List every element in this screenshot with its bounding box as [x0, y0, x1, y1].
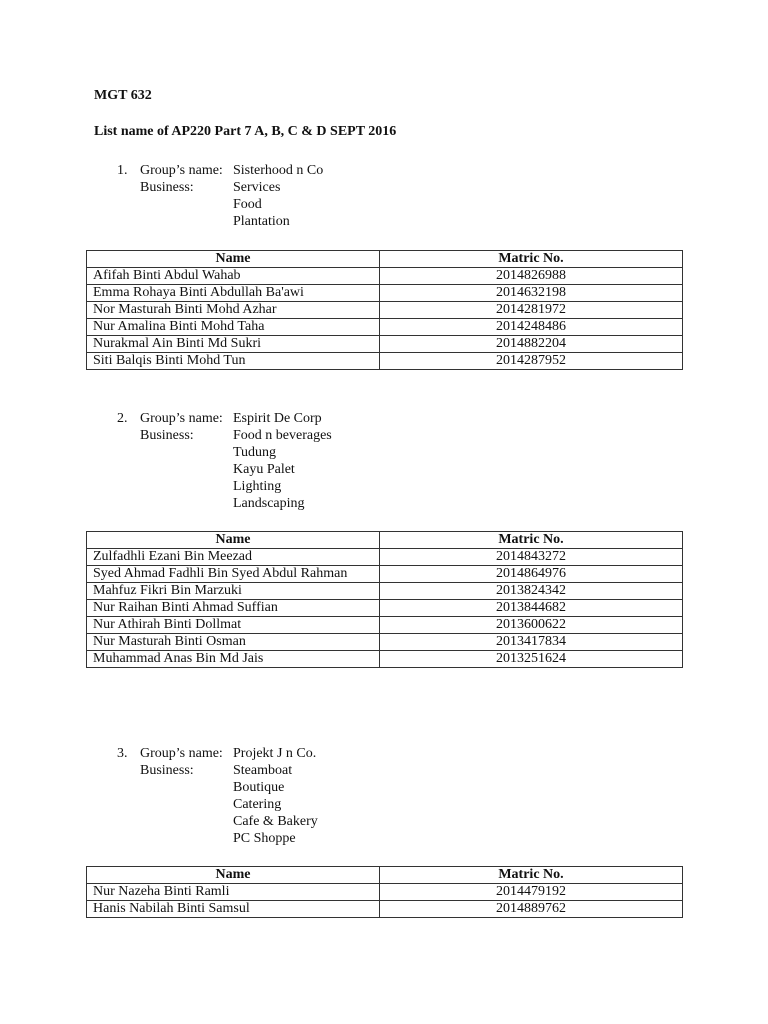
business-item: Kayu Palet — [233, 462, 295, 477]
business-item: Plantation — [233, 214, 290, 229]
group-name-label: Group’s name: — [140, 746, 223, 761]
member-name: Syed Ahmad Fadhli Bin Syed Abdul Rahman — [87, 566, 380, 583]
table-header-row — [87, 251, 683, 268]
table-header-row — [87, 867, 683, 884]
business-item: Landscaping — [233, 496, 305, 511]
group-name: Sisterhood n Co — [233, 163, 324, 178]
member-name: Nur Amalina Binti Mohd Taha — [87, 319, 380, 336]
table-row — [87, 549, 683, 566]
member-name: Nurakmal Ain Binti Md Sukri — [87, 336, 380, 353]
members-table-1 — [86, 250, 683, 370]
business-label: Business: — [140, 428, 194, 443]
group-number: 1. — [117, 163, 128, 178]
business-item: Services — [233, 180, 281, 195]
group-heading — [117, 745, 223, 762]
member-name: Zulfadhli Ezani Bin Meezad — [87, 549, 380, 566]
business-label: Business: — [140, 763, 194, 778]
member-matric: 2014248486 — [380, 319, 683, 336]
column-header-matric: Matric No. — [380, 532, 683, 549]
member-matric: 2013251624 — [380, 651, 683, 668]
member-name: Nur Masturah Binti Osman — [87, 634, 380, 651]
member-matric: 2014287952 — [380, 353, 683, 370]
table-row — [87, 600, 683, 617]
member-matric: 2014864976 — [380, 566, 683, 583]
member-name: Nur Nazeha Binti Ramli — [87, 884, 380, 901]
member-matric: 2014826988 — [380, 268, 683, 285]
business-item: Food — [233, 197, 262, 212]
column-header-matric: Matric No. — [380, 251, 683, 268]
business-item: Lighting — [233, 479, 282, 494]
business-item: Food n beverages — [233, 428, 332, 443]
member-name: Mahfuz Fikri Bin Marzuki — [87, 583, 380, 600]
table-row — [87, 901, 683, 918]
member-name: Hanis Nabilah Binti Samsul — [87, 901, 380, 918]
table-row — [87, 319, 683, 336]
member-name: Afifah Binti Abdul Wahab — [87, 268, 380, 285]
group-name-label: Group’s name: — [140, 411, 223, 426]
column-header-name: Name — [87, 867, 380, 884]
group-number: 3. — [117, 746, 128, 761]
member-matric: 2014889762 — [380, 901, 683, 918]
member-name: Nur Athirah Binti Dollmat — [87, 617, 380, 634]
member-name: Emma Rohaya Binti Abdullah Ba'awi — [87, 285, 380, 302]
member-matric: 2014632198 — [380, 285, 683, 302]
member-name: Muhammad Anas Bin Md Jais — [87, 651, 380, 668]
table-row — [87, 651, 683, 668]
group-name-label: Group’s name: — [140, 163, 223, 178]
member-matric: 2013844682 — [380, 600, 683, 617]
member-matric: 2013600622 — [380, 617, 683, 634]
member-matric: 2014843272 — [380, 549, 683, 566]
column-header-name: Name — [87, 532, 380, 549]
member-matric: 2013824342 — [380, 583, 683, 600]
table-row — [87, 268, 683, 285]
table-row — [87, 617, 683, 634]
members-table-2 — [86, 531, 683, 668]
table-row — [87, 583, 683, 600]
table-row — [87, 884, 683, 901]
column-header-name: Name — [87, 251, 380, 268]
member-name: Siti Balqis Binti Mohd Tun — [87, 353, 380, 370]
table-row — [87, 302, 683, 319]
business-item: Steamboat — [233, 763, 293, 778]
document-title: List name of AP220 Part 7 A, B, C & D SEPT 2016 — [94, 124, 397, 139]
business-list — [233, 427, 332, 512]
table-row — [87, 566, 683, 583]
group-heading — [117, 410, 223, 427]
table-row — [87, 285, 683, 302]
members-table-3 — [86, 866, 683, 918]
business-list — [233, 179, 290, 230]
column-header-matric: Matric No. — [380, 867, 683, 884]
table-row — [87, 353, 683, 370]
table-row — [87, 634, 683, 651]
course-code: MGT 632 — [94, 88, 152, 103]
group-name: Espirit De Corp — [233, 411, 322, 426]
business-item: PC Shoppe — [233, 831, 296, 846]
business-item: Cafe & Bakery — [233, 814, 318, 829]
business-item: Boutique — [233, 780, 285, 795]
group-name: Projekt J n Co. — [233, 746, 317, 761]
group-number: 2. — [117, 411, 128, 426]
member-matric: 2014479192 — [380, 884, 683, 901]
group-heading — [117, 162, 223, 179]
business-list — [233, 762, 318, 847]
member-matric: 2014281972 — [380, 302, 683, 319]
member-matric: 2013417834 — [380, 634, 683, 651]
member-name: Nur Raihan Binti Ahmad Suffian — [87, 600, 380, 617]
business-item: Tudung — [233, 445, 277, 460]
member-name: Nor Masturah Binti Mohd Azhar — [87, 302, 380, 319]
business-item: Catering — [233, 797, 282, 812]
business-label: Business: — [140, 180, 194, 195]
member-matric: 2014882204 — [380, 336, 683, 353]
table-row — [87, 336, 683, 353]
table-header-row — [87, 532, 683, 549]
